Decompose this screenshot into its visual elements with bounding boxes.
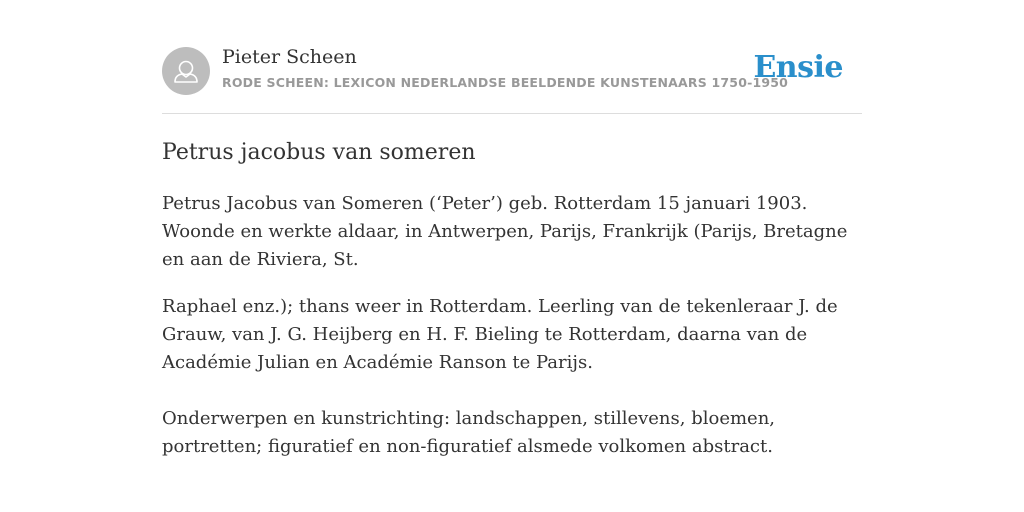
ensie-logo[interactable]: Ensie	[753, 50, 843, 85]
article-card	[162, 44, 862, 461]
user-icon-graphic	[162, 47, 210, 95]
article-paragraph-3: Onderwerpen en kunstrichting: landschappen, stillevens, bloemen, portretten; figuratief en non-figuratief alsmede volkomen abstract.	[162, 408, 776, 457]
article-title: Petrus jacobus van someren	[162, 140, 476, 165]
article-paragraph-2: Raphael enz.); thans weer in Rotterdam. Leerling van de tekenleraar J. de Grauw, van J. G. Heijberg en H. F. Bieling te Rotterdam, daarna van de Académie Julian en Académie Ranson te Parijs.	[162, 296, 838, 373]
author-name[interactable]: Pieter Scheen	[222, 46, 357, 68]
article-paragraph-1: Petrus Jacobus van Someren (‘Peter’) geb. Rotterdam 15 januari 1903. Woonde en werkte aldaar, in Antwerpen, Parijs, Frankrijk (Parijs, Bretagne en aan de Riviera, St.	[162, 193, 848, 270]
user-icon[interactable]	[162, 47, 210, 95]
article-header	[162, 44, 862, 114]
source-title[interactable]: RODE SCHEEN: LEXICON NEDERLANDSE BEELDENDE KUNSTENAARS 1750-1950	[222, 75, 789, 90]
